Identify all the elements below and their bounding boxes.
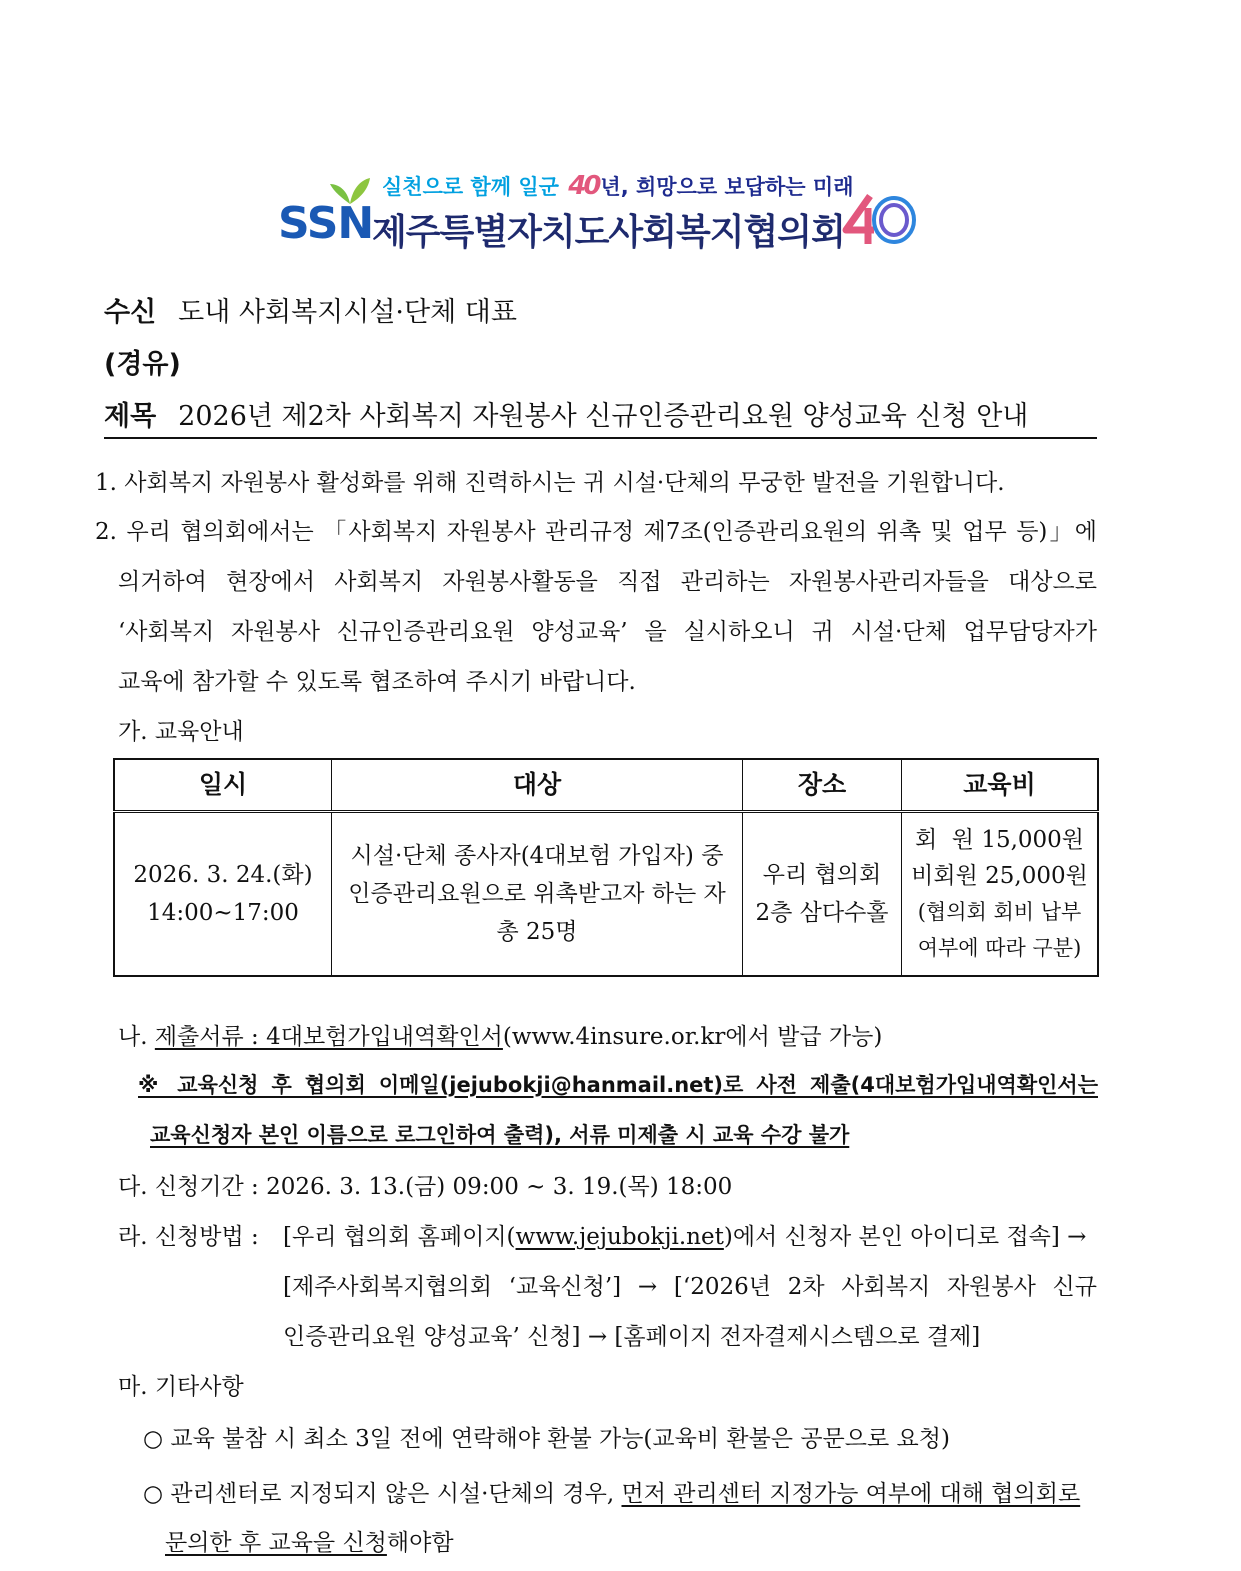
method-label: 라. 신청방법 : bbox=[118, 1224, 259, 1250]
fee-nonmember: 비회원 25,000원 bbox=[911, 862, 1088, 889]
method-step-1-pre: [우리 협의회 홈페이지( bbox=[283, 1224, 516, 1250]
application-period: 다. 신청기간 : 2026. 3. 13.(금) 09:00 ~ 3. 19.(목) 18:00 bbox=[118, 1174, 733, 1200]
other-bullet-1: ○ 교육 불참 시 최소 3일 전에 연락해야 환불 가능(교육비 환불은 공문으로 요청) bbox=[143, 1426, 950, 1452]
docs-line bbox=[118, 1018, 882, 1051]
fee-member: 회 원 15,000원 bbox=[914, 826, 1085, 853]
method-line-3: 인증관리요원 양성교육’ 신청] → [홈페이지 전자결제시스템으로 결제] bbox=[283, 1324, 981, 1350]
docs-notice-line-2: 교육신청자 본인 이름으로 로그인하여 출력), 서류 미제출 시 교육 수강 불가 bbox=[150, 1123, 850, 1147]
slogan-40: 40 bbox=[568, 171, 599, 201]
place-line-2: 2층 삼다수홀 bbox=[755, 899, 889, 926]
bullet-2-pre: ○ 관리센터로 지정되지 않은 시설·단체의 경우, bbox=[143, 1481, 622, 1507]
paragraph-2-line-4: 교육에 참가할 수 있도록 협조하여 주시기 바랍니다. bbox=[118, 669, 636, 695]
subject-value: 2026년 제2차 사회복지 자원봉사 신규인증관리요원 양성교육 신청 안내 bbox=[178, 401, 1029, 432]
org-name: 제주특별자치도사회복지협의회 bbox=[372, 212, 845, 253]
docs-title: 제출서류 : 4대보험가입내역확인서 bbox=[154, 1024, 503, 1050]
table-row bbox=[114, 812, 1098, 976]
logo-slogan bbox=[382, 171, 853, 201]
slogan-part-b: 년, 희망으로 보답하는 미래 bbox=[600, 175, 854, 199]
recipient-label: 수신 bbox=[104, 297, 157, 328]
via-label: (경유) bbox=[104, 349, 181, 380]
table-header-row bbox=[114, 759, 1098, 812]
cell-target bbox=[332, 812, 743, 976]
header-divider bbox=[104, 437, 1097, 439]
slogan-part-a: 실천으로 함께 일군 bbox=[382, 175, 559, 199]
method-line-2: [제주사회복지협의회 ‘교육신청’] → [‘2026년 2차 사회복지 자원봉사 신규 bbox=[283, 1274, 1097, 1300]
via-line bbox=[104, 342, 203, 381]
fee-note-1: (협의회 회비 납부 bbox=[917, 899, 1082, 924]
bullet-2-underlined: 먼저 관리센터 지정가능 여부에 대해 협의회로 bbox=[621, 1481, 1081, 1507]
docs-notice-line-1: ※ 교육신청 후 협의회 이메일(jejubokji@hanmail.net)로 사전 제출(4대보험가입내역확인서는 bbox=[138, 1073, 1098, 1097]
other-bullet-2-line-2 bbox=[165, 1524, 454, 1557]
target-line-2: 인증관리요원으로 위촉받고자 하는 자 bbox=[348, 880, 726, 907]
org-logo bbox=[278, 168, 918, 252]
docs-label: 나. bbox=[118, 1024, 155, 1050]
paragraph-2-line-1: 2. 우리 협의회에서는 「사회복지 자원봉사 관리규정 제7조(인증관리요원의 위촉 및 업무 등)」에 bbox=[95, 519, 1097, 545]
anniversary-40-icon bbox=[840, 190, 920, 250]
ssn-logo-text: SSN bbox=[278, 198, 374, 249]
place-line-1: 우리 협의회 bbox=[762, 861, 882, 888]
cell-place bbox=[743, 812, 902, 976]
fee-note-2: 여부에 따라 구분) bbox=[917, 935, 1082, 960]
cell-datetime bbox=[114, 812, 332, 976]
homepage-link[interactable]: www.jejubokji.net bbox=[515, 1224, 724, 1250]
paragraph-1: 1. 사회복지 자원봉사 활성화를 위해 진력하시는 귀 시설·단체의 무궁한 발전을 기원합니다. bbox=[95, 470, 1005, 496]
target-line-1: 시설·단체 종사자(4대보험 가입자) 중 bbox=[350, 842, 724, 869]
edu-date: 2026. 3. 24.(화) bbox=[133, 861, 313, 888]
paragraph-2-line-3: ‘사회복지 자원봉사 신규인증관리요원 양성교육’ 을 실시하오니 귀 시설·단체 업무담당자가 bbox=[118, 619, 1097, 645]
col-header-datetime: 일시 bbox=[114, 759, 332, 812]
cell-fee bbox=[902, 812, 1099, 976]
col-header-target: 대상 bbox=[332, 759, 743, 812]
section-a-title: 가. 교육안내 bbox=[118, 719, 244, 745]
method-line-1 bbox=[283, 1218, 1097, 1251]
education-info-table bbox=[113, 758, 1099, 977]
method-step-1-post: )에서 신청자 본인 아이디로 접속] → bbox=[723, 1224, 1087, 1250]
bullet-2-line-2-underlined: 문의한 후 교육을 신청 bbox=[165, 1530, 387, 1556]
col-header-fee: 교육비 bbox=[902, 759, 1099, 812]
recipient-line bbox=[104, 290, 517, 329]
recipient-value: 도내 사회복지시설·단체 대표 bbox=[178, 297, 517, 328]
target-line-3: 총 25명 bbox=[496, 918, 578, 945]
subject-line bbox=[104, 394, 1028, 433]
docs-site-note: (www.4insure.or.kr에서 발급 가능) bbox=[502, 1024, 883, 1050]
paragraph-2-line-2: 의거하여 현장에서 사회복지 자원봉사활동을 직접 관리하는 자원봉사관리자들을 대상으로 bbox=[118, 569, 1097, 595]
other-label: 마. 기타사항 bbox=[118, 1374, 244, 1400]
bullet-2-line-2-rest: 해야함 bbox=[386, 1530, 454, 1556]
subject-label: 제목 bbox=[104, 401, 157, 432]
other-bullet-2-line-1 bbox=[143, 1475, 1080, 1508]
col-header-place: 장소 bbox=[743, 759, 902, 812]
edu-time: 14:00~17:00 bbox=[147, 899, 299, 926]
